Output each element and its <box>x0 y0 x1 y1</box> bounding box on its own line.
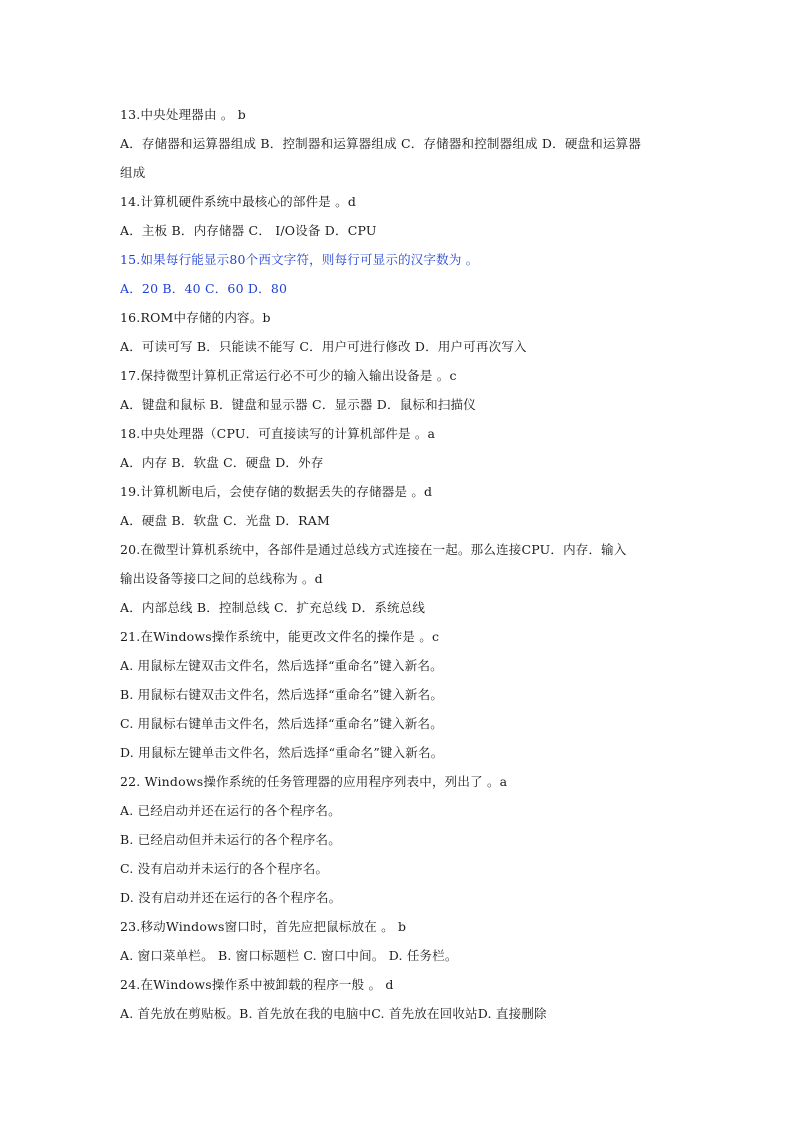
question-19-options: A．硬盘 B．软盘 C．光盘 D．RAM <box>120 513 330 528</box>
question-21: 21.在Windows操作系统中，能更改文件名的操作是 。c <box>120 629 440 644</box>
question-18: 18.中央处理器（CPU．可直接读写的计算机部件是 。a <box>120 426 436 441</box>
question-14: 14.计算机硬件系统中最核心的部件是 。d <box>120 194 357 209</box>
question-21-option-d: D. 用鼠标左键单击文件名，然后选择“重命名”键入新名。 <box>120 745 444 760</box>
question-22-option-b: B. 已经启动但并未运行的各个程序名。 <box>120 832 341 847</box>
question-22-option-a: A. 已经启动并还在运行的各个程序名。 <box>120 803 341 818</box>
question-20-options: A．内部总线 B．控制总线 C．扩充总线 D．系统总线 <box>120 600 426 615</box>
question-16-options: A．可读可写 B．只能读不能写 C．用户可进行修改 D．用户可再次写入 <box>120 339 527 354</box>
question-21-option-c: C. 用鼠标右键单击文件名，然后选择“重命名”键入新名。 <box>120 716 443 731</box>
question-21-option-a: A. 用鼠标左键双击文件名，然后选择“重命名”键入新名。 <box>120 658 443 673</box>
question-14-options: A．主板 B．内存储器 C． I/O设备 D．CPU <box>120 223 377 238</box>
question-21-option-b: B. 用鼠标右键双击文件名，然后选择“重命名”键入新名。 <box>120 687 444 702</box>
question-22-option-d: D. 没有启动并还在运行的各个程序名。 <box>120 890 342 905</box>
question-22: 22. Windows操作系统的任务管理器的应用程序列表中，列出了 。a <box>120 774 508 789</box>
question-23-options: A. 窗口菜单栏。 B. 窗口标题栏 C. 窗口中间。 D. 任务栏。 <box>120 948 458 963</box>
question-13-options-cont: 组成 <box>120 165 146 180</box>
question-24: 24.在Windows操作系中被卸载的程序一般 。 d <box>120 977 394 992</box>
question-20: 20.在微型计算机系统中，各部件是通过总线方式连接在一起。那么连接CPU．内存．输入 <box>120 542 627 557</box>
question-17: 17.保持微型计算机正常运行必不可少的输入输出设备是 。c <box>120 368 457 383</box>
question-16: 16.ROM中存储的内容。b <box>120 310 271 325</box>
question-20-cont: 输出设备等接口之间的总线称为 。d <box>120 571 323 586</box>
question-18-options: A．内存 B．软盘 C．硬盘 D．外存 <box>120 455 324 470</box>
question-13-options: A．存储器和运算器组成 B．控制器和运算器组成 C．存储器和控制器组成 D．硬盘和运算器 <box>120 136 642 151</box>
question-24-options: A. 首先放在剪贴板。B. 首先放在我的电脑中C. 首先放在回收站D. 直接删除 <box>120 1006 547 1021</box>
question-13: 13.中央处理器由 。 b <box>120 107 246 122</box>
question-15: 15.如果每行能显示80个西文字符，则每行可显示的汉字数为 。 <box>120 252 479 267</box>
question-19: 19.计算机断电后，会使存储的数据丢失的存储器是 。d <box>120 484 433 499</box>
question-17-options: A．键盘和鼠标 B．键盘和显示器 C．显示器 D．鼠标和扫描仪 <box>120 397 476 412</box>
question-22-option-c: C. 没有启动并未运行的各个程序名。 <box>120 861 329 876</box>
question-15-options: A．20 B．40 C．60 D．80 <box>120 281 288 296</box>
question-23: 23.移动Windows窗口时，首先应把鼠标放在 。 b <box>120 919 407 934</box>
question-list <box>120 100 700 1028</box>
